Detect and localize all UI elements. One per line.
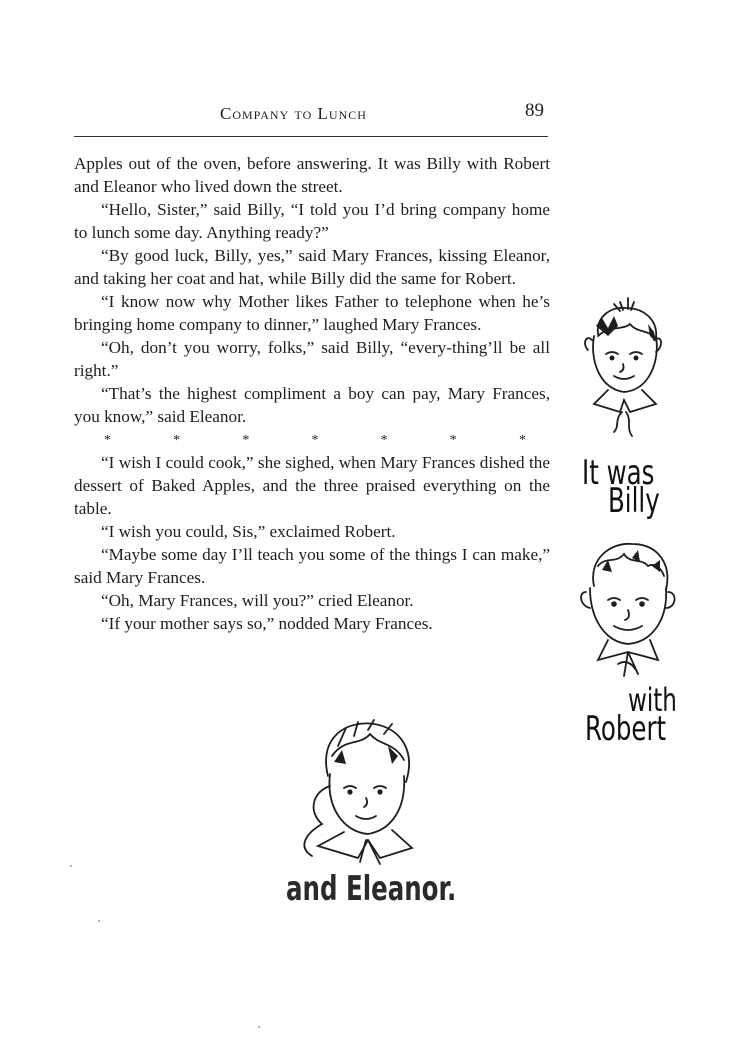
asterisk: * [311, 433, 319, 448]
page-number: 89 [525, 100, 544, 121]
asterisk: * [104, 433, 111, 448]
paragraph: “By good luck, Billy, yes,” said Mary Frances, kissing Eleanor, and taking her coat and hat, while Billy did the same for Robert. [74, 246, 550, 288]
paper-speck [70, 865, 72, 867]
paragraph: Apples out of the oven, before answering. It was Billy with Robert and Eleanor who lived down the street. [74, 154, 550, 196]
paragraph: “I know now why Mother likes Father to telephone when he’s bringing home company to dinner,” laughed Mary Frances. [74, 292, 550, 334]
paragraph: “I wish you could, Sis,” exclaimed Robert. [101, 522, 396, 541]
paragraph: “I wish I could cook,” she sighed, when Mary Frances dished the dessert of Baked Apples, and the three praised everything on the table. [74, 453, 550, 518]
asterisk: * [173, 433, 181, 448]
billy-portrait [568, 296, 676, 456]
caption-billy: Billy [608, 481, 660, 521]
asterisk: * [449, 433, 457, 448]
robert-portrait [572, 536, 684, 686]
asterisk: * [380, 433, 388, 448]
section-break [74, 428, 550, 451]
paper-speck [258, 1026, 260, 1028]
paragraph: “Maybe some day I’ll teach you some of the things I can make,” said Mary Frances. [74, 545, 550, 587]
running-title: Company to Lunch [220, 104, 367, 123]
paper-speck [98, 920, 100, 922]
body-text [74, 152, 550, 635]
caption-and-eleanor: and Eleanor. [286, 869, 457, 909]
eleanor-portrait [288, 716, 428, 866]
paragraph: “That’s the highest compliment a boy can pay, Mary Frances, you know,” said Eleanor. [74, 384, 550, 426]
asterisk: * [518, 433, 526, 448]
page-header [74, 100, 548, 128]
paragraph: “If your mother says so,” nodded Mary Frances. [101, 614, 433, 633]
paragraph: “Oh, don’t you worry, folks,” said Billy, “every-thing’ll be all right.” [74, 338, 550, 380]
paragraph: “Oh, Mary Frances, will you?” cried Eleanor. [101, 591, 414, 610]
paragraph: “Hello, Sister,” said Billy, “I told you I’d bring company home to lunch some day. Anything ready?” [74, 200, 550, 242]
header-rule [74, 136, 548, 137]
asterisk: * [242, 433, 250, 448]
caption-robert: Robert [585, 709, 667, 749]
caption-with: with [628, 681, 677, 719]
caption-it-was: It was [582, 453, 655, 493]
